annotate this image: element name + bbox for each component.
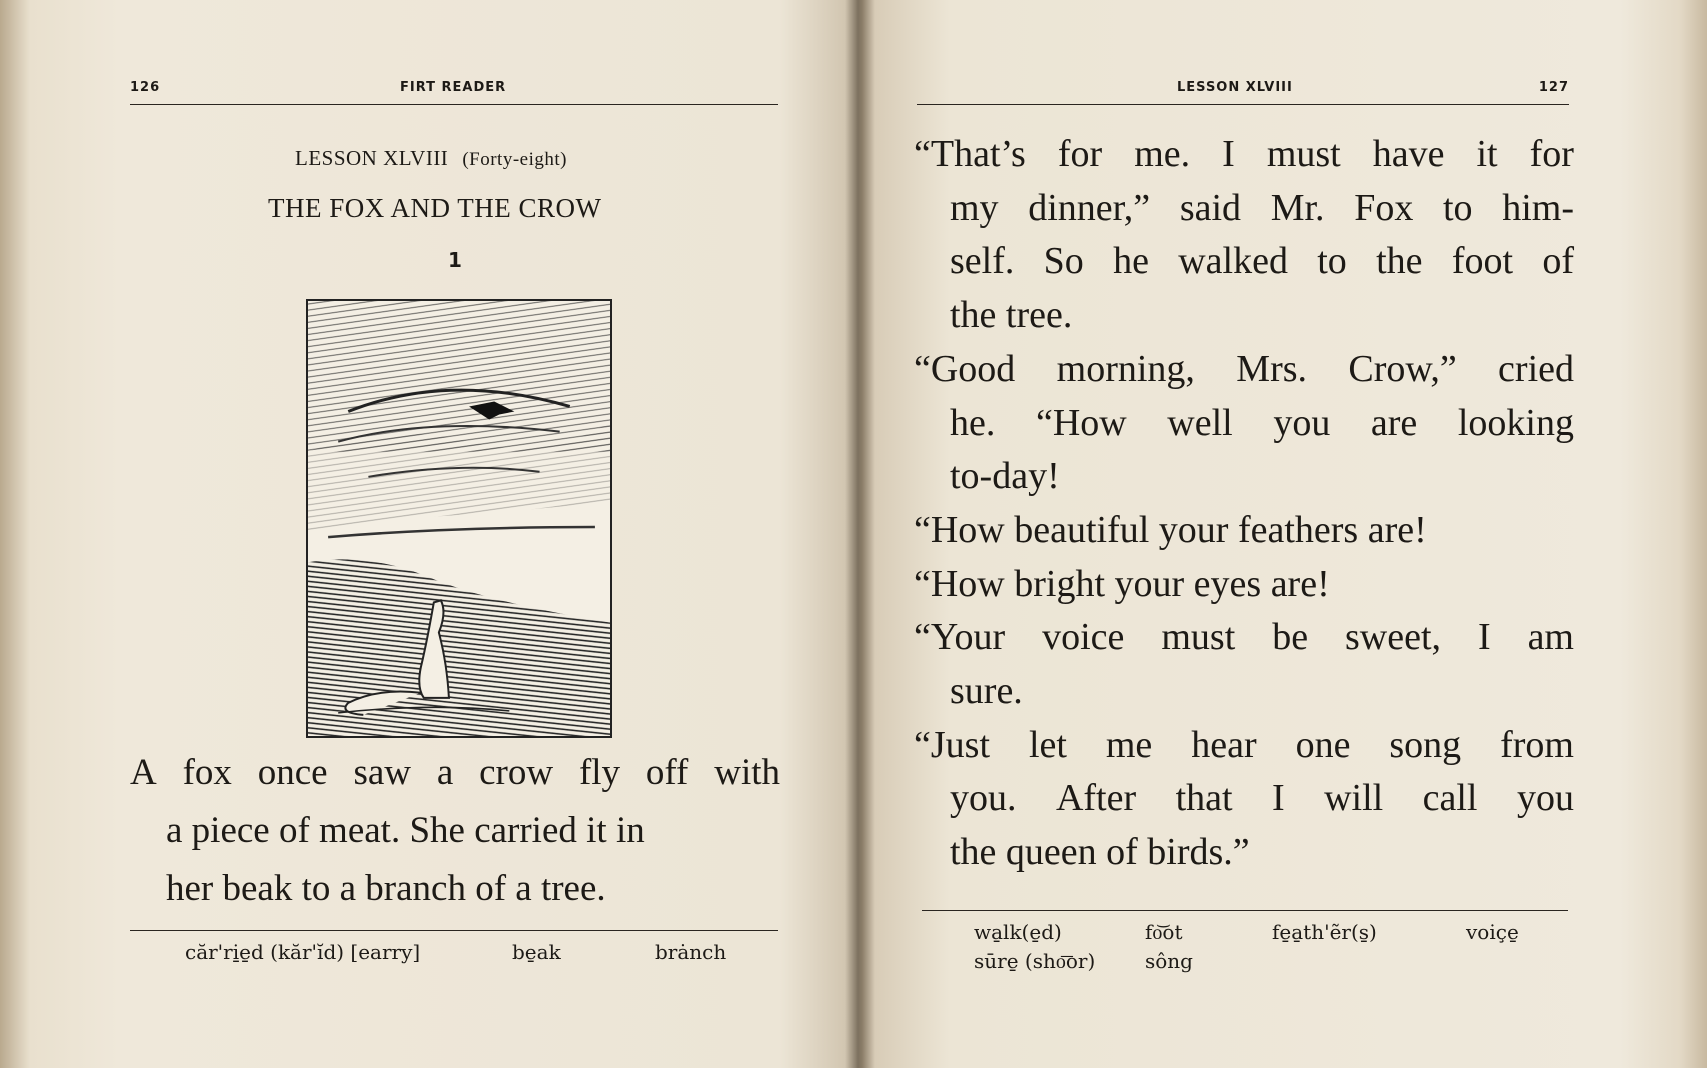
body-line: [130, 744, 780, 802]
word: self.: [950, 240, 1015, 283]
body-line: the queen of birds.”: [950, 831, 1250, 874]
lesson-label: LESSON XLVIII: [295, 146, 449, 170]
word: “Just: [914, 723, 990, 766]
word: of: [1542, 240, 1574, 283]
word: voice: [1042, 616, 1125, 659]
lesson-subtitle: (Forty-eight): [462, 149, 567, 170]
word: to: [1317, 240, 1347, 283]
word: am: [1527, 616, 1574, 659]
word: walked: [1178, 240, 1288, 283]
body-line: her beak to a branch of a tree.: [166, 868, 606, 909]
word: that: [1175, 777, 1233, 820]
left-running-head: FIRT READER: [400, 80, 507, 95]
word: “Your: [914, 616, 1006, 659]
right-running-head: LESSON XLVIII: [1177, 80, 1293, 95]
word: call: [1422, 777, 1478, 820]
body-line: a piece of meat. She carried it in: [166, 810, 645, 851]
word: me: [1105, 723, 1153, 766]
word: will: [1324, 777, 1384, 820]
vocab-divider: [130, 930, 778, 931]
word: dinner,”: [1028, 186, 1151, 229]
vocab-word: voiçe̱: [1466, 920, 1519, 944]
word: let: [1028, 723, 1067, 766]
body-line: [914, 235, 1574, 289]
word: to: [1443, 186, 1473, 229]
word: saw: [353, 752, 411, 793]
part-number: 1: [448, 248, 462, 272]
word: Mrs.: [1236, 347, 1308, 390]
body-line: [914, 611, 1574, 665]
word: After: [1055, 777, 1137, 820]
body-line: “How bright your eyes are!: [914, 562, 1330, 605]
vocab-word: sūre̱ (sho͞or): [974, 949, 1096, 973]
word: fly: [578, 752, 621, 793]
word: morning,: [1056, 347, 1195, 390]
word: you: [1273, 401, 1331, 444]
lesson-heading: [295, 146, 567, 171]
word: once: [257, 752, 328, 793]
body-line: [914, 397, 1574, 451]
word: the: [1376, 240, 1423, 283]
word: well: [1167, 401, 1233, 444]
word: it: [1476, 133, 1498, 175]
vocab-word: sông: [1145, 949, 1193, 973]
word: my: [950, 186, 999, 229]
word: hear: [1191, 723, 1257, 766]
word: must: [1266, 133, 1341, 175]
word: Crow,”: [1348, 347, 1457, 390]
vocab-word: be̱ak: [512, 940, 561, 964]
word: be: [1272, 616, 1309, 659]
word: him-: [1502, 186, 1574, 229]
body-line: sure.: [950, 670, 1023, 713]
word: Mr.: [1270, 186, 1325, 229]
body-line: “How beautiful your feathers are!: [914, 508, 1427, 551]
right-body-text: [914, 128, 1574, 880]
word: “How: [1035, 401, 1127, 444]
body-line: [914, 772, 1574, 826]
word: “That’s: [914, 133, 1026, 175]
word: looking: [1457, 401, 1574, 444]
word: he: [1113, 240, 1149, 283]
word: a: [436, 752, 454, 793]
body-line: [914, 182, 1574, 236]
word: one: [1295, 723, 1351, 766]
word: So: [1043, 240, 1084, 283]
word: cried: [1498, 347, 1574, 390]
body-line: to-day!: [950, 455, 1060, 498]
word: you: [1516, 777, 1574, 820]
left-running-header: [130, 78, 778, 105]
vocab-divider: [922, 910, 1568, 911]
word: said: [1179, 186, 1242, 229]
word: foot: [1451, 240, 1514, 283]
right-page-number: 127: [1538, 80, 1569, 95]
body-line: the tree.: [950, 294, 1073, 337]
vocab-word: fo͝ot: [1145, 920, 1183, 944]
word: I: [1477, 616, 1491, 659]
word: have: [1372, 133, 1445, 175]
word: I: [1222, 133, 1235, 175]
body-line: [914, 719, 1574, 773]
word: me.: [1134, 133, 1191, 175]
body-line: [914, 343, 1574, 397]
word: A: [130, 752, 157, 793]
word: with: [714, 752, 780, 793]
word: crow: [479, 752, 554, 793]
story-title: THE FOX AND THE CROW: [268, 193, 602, 223]
vocab-word: căr'ri̱e̱d (kăr'ĭd) [earry]: [185, 940, 421, 964]
vocab-word: fe̱a̱th'ẽr(s̱): [1272, 920, 1377, 944]
word: you.: [950, 777, 1017, 820]
word: off: [645, 752, 689, 793]
body-line: [914, 128, 1574, 182]
fox-and-crow-illustration: [306, 299, 612, 738]
word: sweet,: [1345, 616, 1442, 659]
right-page: [862, 0, 1707, 1068]
vocab-word: wa̱lk(e̱d): [974, 920, 1062, 944]
illustration-drawing: [308, 301, 610, 736]
word: are: [1370, 401, 1418, 444]
word: song: [1389, 723, 1462, 766]
right-running-header: [917, 78, 1569, 105]
vocab-word: brȧnch: [655, 940, 727, 964]
word: Fox: [1354, 186, 1414, 229]
left-body-text: [130, 744, 780, 918]
word: I: [1271, 777, 1285, 820]
word: for: [1057, 133, 1103, 175]
left-page-number: 126: [130, 80, 161, 95]
word: from: [1500, 723, 1574, 766]
word: he.: [950, 401, 996, 444]
word: “Good: [914, 347, 1016, 390]
word: fox: [182, 752, 232, 793]
word: for: [1529, 133, 1574, 175]
word: must: [1161, 616, 1236, 659]
